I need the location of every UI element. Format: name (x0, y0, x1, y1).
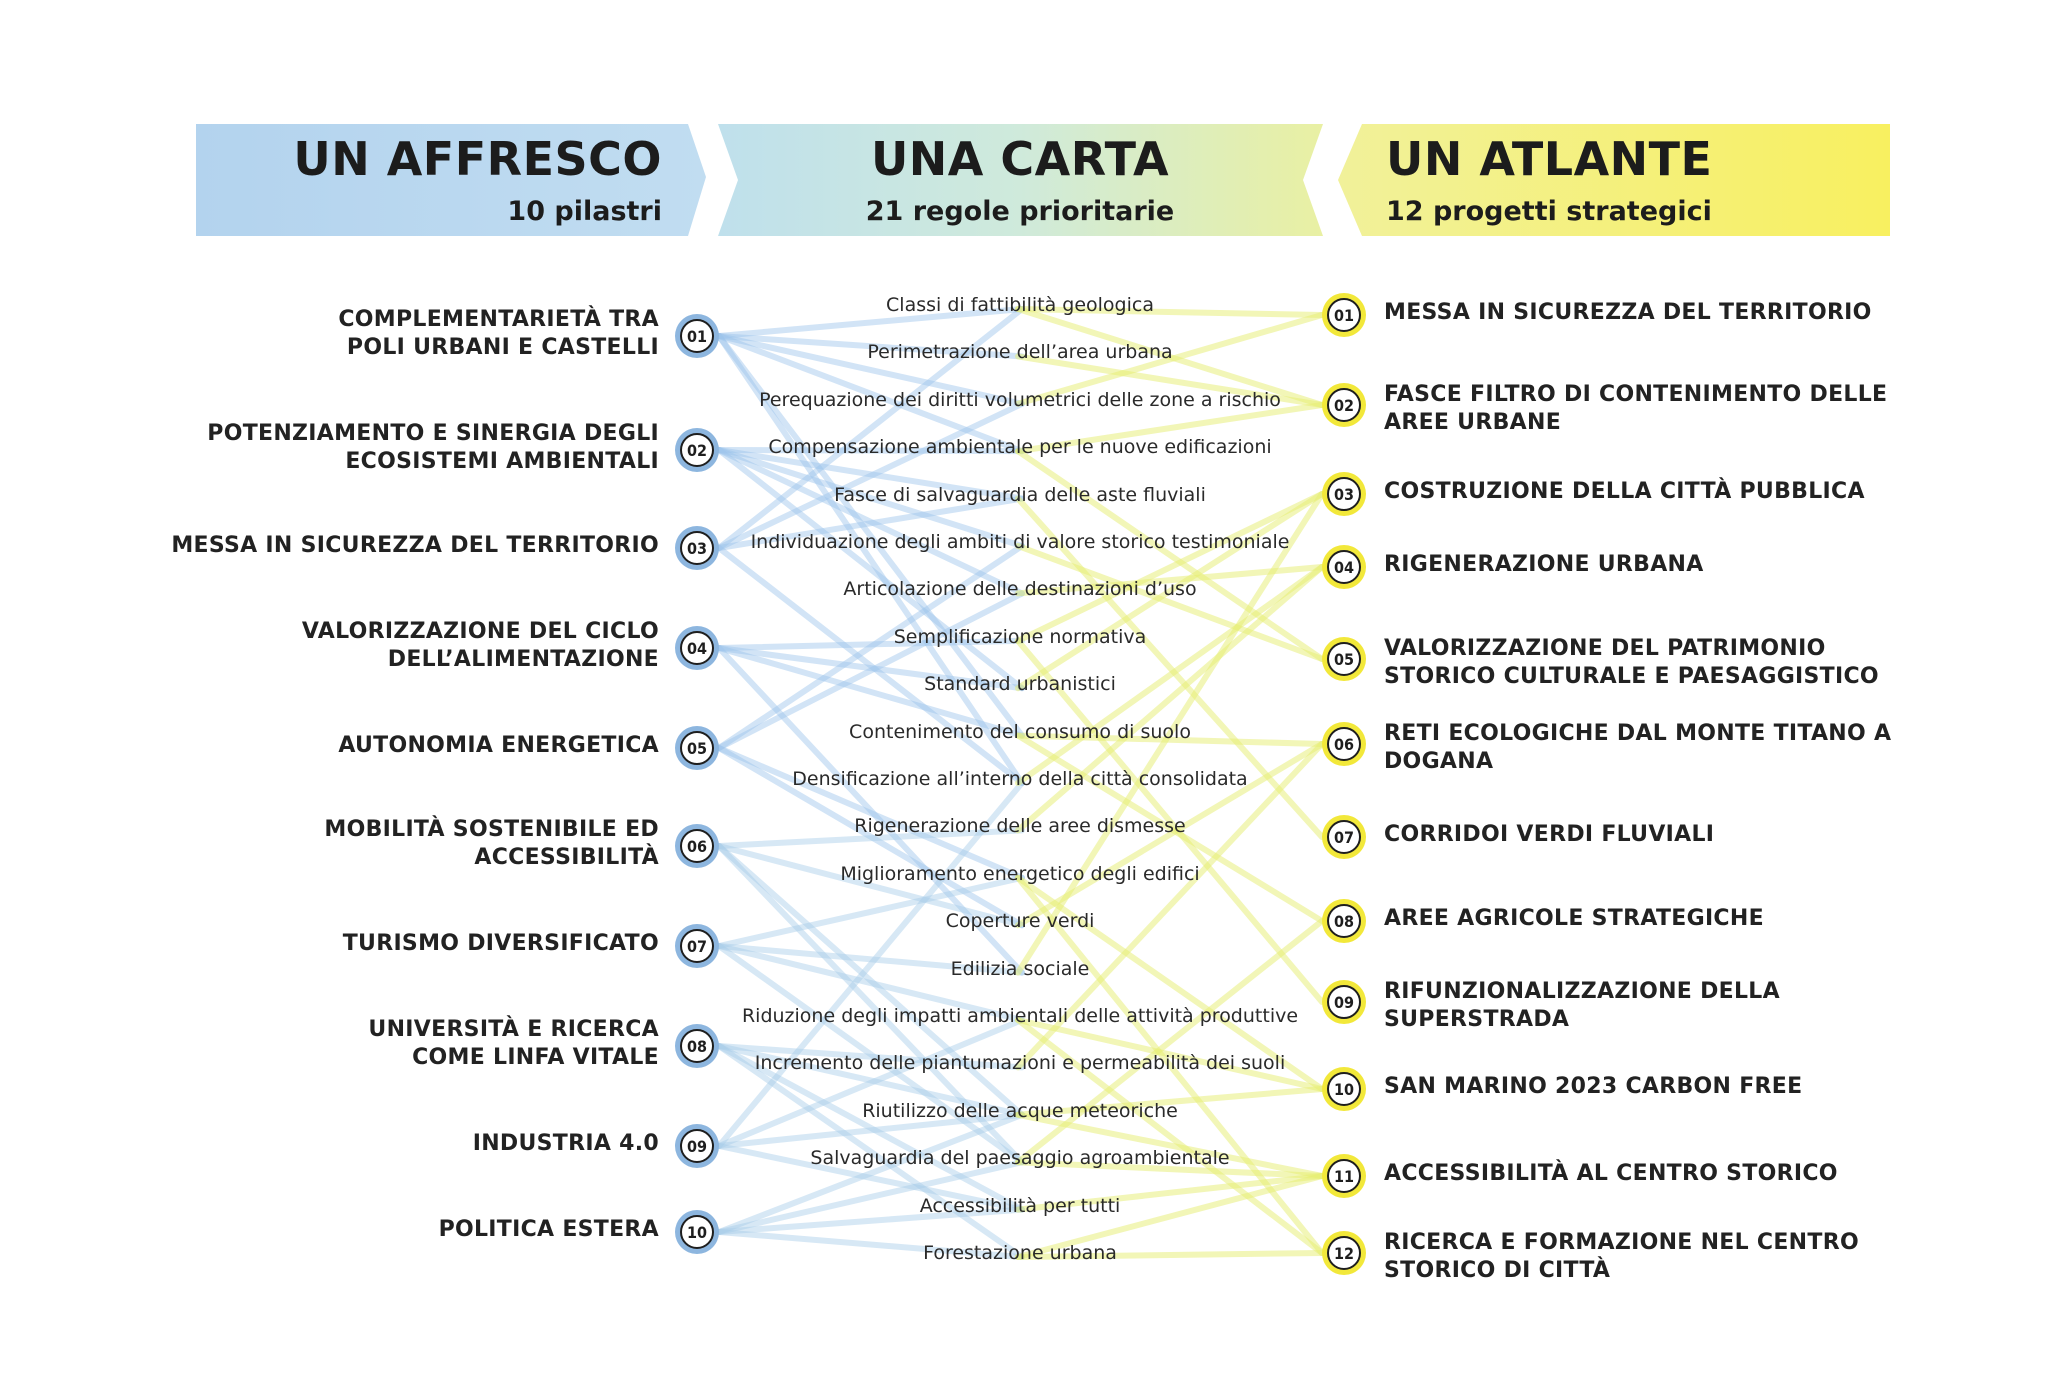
label-line: VALORIZZAZIONE DEL CICLO (301, 619, 659, 644)
pillar-label-04 (302, 618, 659, 674)
label-line: INDUSTRIA 4.0 (472, 1131, 659, 1156)
label-line: POLI URBANI E CASTELLI (346, 335, 659, 360)
label-line: AREE AGRICOLE STRATEGICHE (1384, 906, 1764, 931)
label-line: COMPLEMENTARIETÀ TRA (338, 307, 659, 332)
rule-label: Individuazione degli ambiti di valore storico testimoniale (750, 531, 1290, 553)
label-line: SAN MARINO 2023 CARBON FREE (1384, 1074, 1803, 1099)
label-line: ACCESSIBILITÀ (474, 845, 659, 870)
project-node-09: 09 (1327, 985, 1361, 1019)
label-line: RETI ECOLOGICHE DAL MONTE TITANO A (1384, 721, 1892, 746)
pillar-node-06: 06 (680, 829, 714, 863)
project-node-06: 06 (1327, 727, 1361, 761)
label-line: COSTRUZIONE DELLA CITTÀ PUBBLICA (1384, 479, 1865, 504)
rule-label: Classi di fattibilità geologica (886, 294, 1154, 316)
label-line: DOGANA (1384, 749, 1494, 774)
project-node-02: 02 (1327, 388, 1361, 422)
label-line: MESSA IN SICUREZZA DEL TERRITORIO (171, 533, 659, 558)
rule-label: Densificazione all’interno della città consolidata (792, 768, 1248, 790)
label-line: AUTONOMIA ENERGETICA (338, 733, 659, 758)
project-node-05: 05 (1327, 642, 1361, 676)
pillar-node-03: 03 (680, 531, 714, 565)
project-node-07: 07 (1327, 820, 1361, 854)
label-line: DELL’ALIMENTAZIONE (387, 647, 659, 672)
rule-label: Riduzione degli impatti ambientali delle attività produttive (741, 1005, 1299, 1027)
rule-label: Perimetrazione dell’area urbana (867, 341, 1173, 364)
header-left-title: UN AFFRESCO (293, 132, 662, 186)
project-label-04 (1384, 551, 1904, 579)
header-right-title: UN ATLANTE (1386, 132, 1713, 186)
label-line: STORICO CULTURALE E PAESAGGISTICO (1384, 664, 1879, 689)
label-line: VALORIZZAZIONE DEL PATRIMONIO (1384, 636, 1826, 661)
project-label-05 (1384, 635, 1904, 691)
project-label-07 (1384, 821, 1904, 849)
pillar-label-03 (171, 532, 659, 560)
label-line: RIFUNZIONALIZZAZIONE DELLA (1384, 979, 1780, 1004)
project-label-10 (1384, 1073, 1904, 1101)
project-label-02 (1384, 381, 1904, 437)
label-line: UNIVERSITÀ E RICERCA (368, 1017, 659, 1042)
header-right-subtitle: 12 progetti strategici (1386, 196, 1712, 227)
header-center-title: UNA CARTA (870, 132, 1170, 186)
pillar-label-09 (473, 1130, 659, 1158)
label-line: ACCESSIBILITÀ AL CENTRO STORICO (1384, 1161, 1838, 1186)
project-node-03: 03 (1327, 477, 1361, 511)
project-node-08: 08 (1327, 904, 1361, 938)
pillar-node-09: 09 (680, 1129, 714, 1163)
header-left-subtitle: 10 pilastri (507, 196, 662, 227)
label-line: STORICO DI CITTÀ (1384, 1258, 1611, 1283)
project-node-10: 10 (1327, 1072, 1361, 1106)
pillar-node-10: 10 (680, 1215, 714, 1249)
pillar-label-02 (207, 420, 659, 476)
rule-label: Accessibilità per tutti (919, 1194, 1121, 1217)
rule-label: Salvaguardia del paesaggio agroambientale (810, 1147, 1230, 1170)
rule-label: Coperture verdi (945, 910, 1095, 933)
label-line: MOBILITÀ SOSTENIBILE ED (324, 817, 659, 842)
label-line: RICERCA E FORMAZIONE NEL CENTRO (1384, 1230, 1859, 1255)
project-label-12 (1384, 1229, 1904, 1285)
rule-label: Semplificazione normativa (893, 625, 1147, 648)
label-line: AREE URBANE (1384, 410, 1562, 435)
label-line: COME LINFA VITALE (412, 1045, 659, 1070)
project-label-11 (1384, 1160, 1904, 1188)
rule-label: Compensazione ambientale per le nuove edificazioni (768, 436, 1272, 459)
label-line: MESSA IN SICUREZZA DEL TERRITORIO (1384, 300, 1872, 325)
rule-label: Perequazione dei diritti volumetrici delle zone a rischio (759, 388, 1281, 411)
rule-label: Rigenerazione delle aree dismesse (854, 815, 1186, 838)
label-line: TURISMO DIVERSIFICATO (342, 931, 659, 956)
label-line: FASCE FILTRO DI CONTENIMENTO DELLE (1384, 382, 1888, 407)
label-line: CORRIDOI VERDI FLUVIALI (1384, 822, 1715, 847)
label-line: RIGENERAZIONE URBANA (1384, 552, 1704, 577)
pillar-node-08: 08 (680, 1029, 714, 1063)
pillar-label-06 (324, 816, 659, 872)
pillar-node-05: 05 (680, 731, 714, 765)
project-label-03 (1384, 478, 1904, 506)
pillar-node-04: 04 (680, 631, 714, 665)
label-line: POTENZIAMENTO E SINERGIA DEGLI (207, 421, 659, 446)
pillar-label-07 (343, 930, 659, 958)
rule-label: Articolazione delle destinazioni d’uso (843, 578, 1197, 601)
project-node-04: 04 (1327, 550, 1361, 584)
label-line: POLITICA ESTERA (438, 1217, 659, 1242)
rule-label: Edilizia sociale (950, 957, 1090, 980)
project-label-09 (1384, 978, 1904, 1034)
rule-label: Incremento delle piantumazioni e permeabilità dei suoli (754, 1052, 1286, 1075)
rule-label: Contenimento del consumo di suolo (849, 720, 1191, 743)
rule-label: Standard urbanistici (924, 673, 1116, 696)
pillar-label-05 (338, 732, 659, 760)
project-node-11: 11 (1327, 1159, 1361, 1193)
pillar-label-01 (338, 306, 659, 362)
pillar-node-02: 02 (680, 433, 714, 467)
label-line: ECOSISTEMI AMBIENTALI (345, 449, 659, 474)
project-label-01 (1384, 299, 1904, 327)
project-node-12: 12 (1327, 1236, 1361, 1270)
pillar-node-01: 01 (680, 319, 714, 353)
label-line: SUPERSTRADA (1384, 1007, 1570, 1032)
pillar-label-10 (439, 1216, 659, 1244)
project-label-08 (1384, 905, 1904, 933)
rule-label: Miglioramento energetico degli edifici (840, 862, 1200, 885)
pillar-node-07: 07 (680, 929, 714, 963)
project-node-01: 01 (1327, 298, 1361, 332)
rule-label: Forestazione urbana (923, 1242, 1117, 1264)
header-center-subtitle: 21 regole prioritarie (865, 196, 1175, 227)
project-label-06 (1384, 720, 1904, 776)
rule-label: Fasce di salvaguardia delle aste fluviali (834, 483, 1206, 506)
rule-label: Riutilizzo delle acque meteoriche (862, 1099, 1178, 1122)
pillar-label-08 (368, 1016, 659, 1072)
